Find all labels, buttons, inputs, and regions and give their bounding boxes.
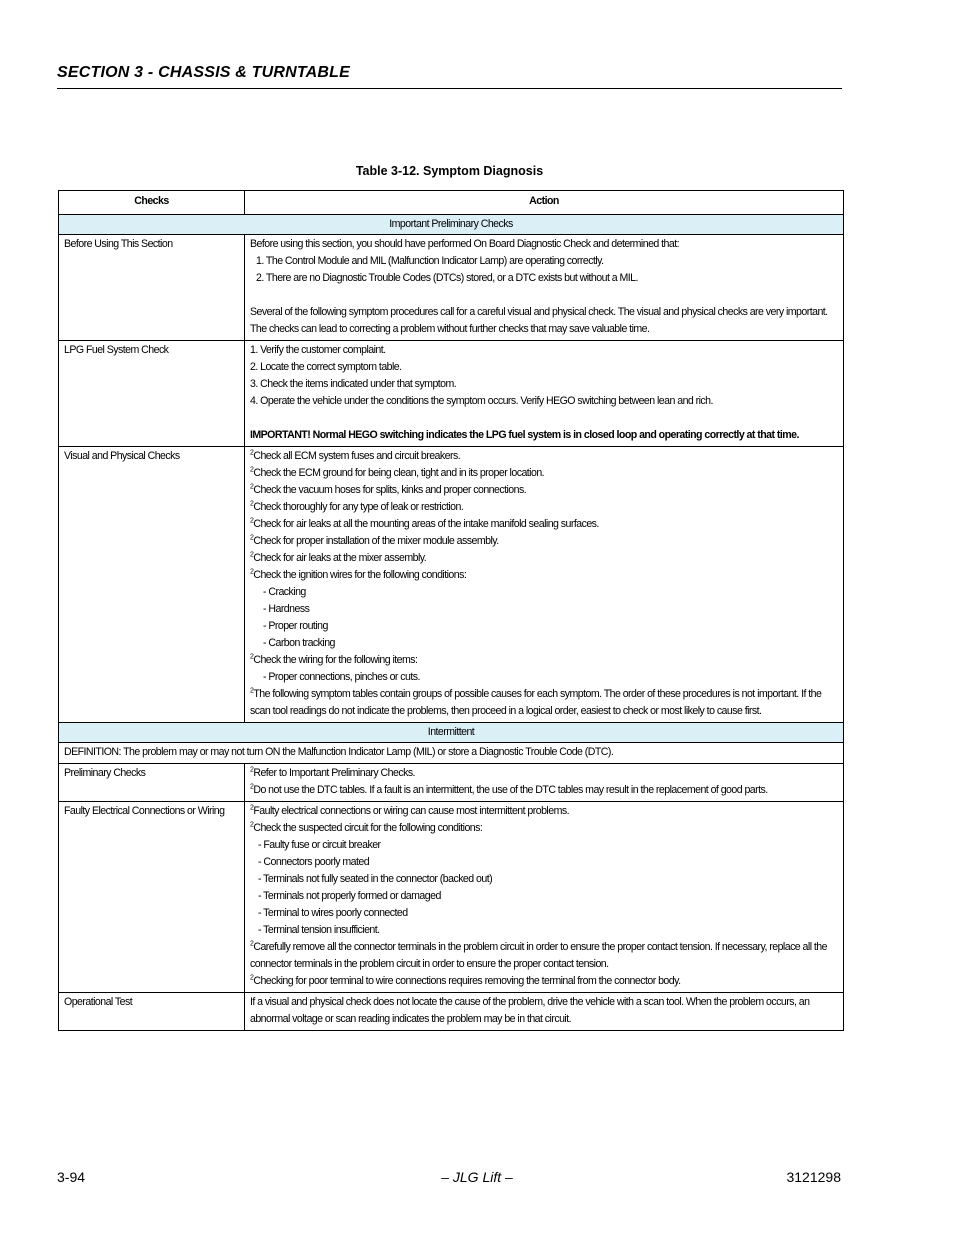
- definition-cell: DEFINITION: The problem may or may not turn ON the Malfunction Indicator Lamp (MIL) or store a Diagnostic Trouble Code (DTC).: [59, 743, 844, 764]
- action-cell: [245, 341, 844, 447]
- sub-item: - Proper routing: [263, 620, 328, 632]
- table-title: Table 3-12. Symptom Diagnosis: [355, 164, 544, 178]
- sub-item: - Faulty fuse or circuit breaker: [258, 839, 381, 851]
- check-cell: Preliminary Checks: [59, 764, 245, 802]
- list-item: $^2$Check thoroughly for any type of leak or restriction.: [250, 500, 464, 513]
- table-row-before-using: [59, 235, 844, 341]
- action-cell: [245, 802, 844, 993]
- list-item: $^2$Checking for poor terminal to wire connections requires removing the terminal from the connector body.: [250, 974, 681, 987]
- list-item: $^2$Check the vacuum hoses for splits, kinks and proper connections.: [250, 483, 527, 496]
- page-number: 3-94: [57, 1169, 86, 1185]
- table-row-lpg-fuel: [59, 341, 844, 447]
- list-item: $^2$Refer to Important Preliminary Checks.: [250, 766, 415, 779]
- check-cell: Faulty Electrical Connections or Wiring: [59, 802, 245, 993]
- sub-item: - Carbon tracking: [263, 637, 335, 649]
- list-item: $^2$Do not use the DTC tables. If a fault is an intermittent, the use of the DTC tables may result in the replacement of good parts.: [250, 783, 768, 796]
- check-cell: Operational Test: [59, 993, 245, 1031]
- sub-item: - Terminal tension insufficient.: [258, 924, 380, 936]
- sub-item: - Terminals not fully seated in the connector (backed out): [258, 873, 493, 885]
- section-title: SECTION 3 - CHASSIS & TURNTABLE: [57, 64, 351, 81]
- band-row-preliminary: [59, 215, 844, 235]
- sub-item: - Connectors poorly mated: [258, 856, 370, 868]
- list-item: $^2$Check for air leaks at the mixer assembly.: [250, 551, 427, 564]
- list-item: $^2$Check for proper installation of the mixer module assembly.: [250, 534, 499, 547]
- sub-item: - Hardness: [263, 603, 310, 615]
- action-line: 1. Verify the customer complaint.: [250, 344, 386, 356]
- spacer: [250, 287, 838, 304]
- action-paragraph: If a visual and physical check does not locate the cause of the problem, drive the vehicle with a scan tool. When the problem occurs, an abnormal voltage or scan reading indicates the problem may be in that circuit.: [250, 996, 810, 1025]
- band-preliminary: Important Preliminary Checks: [59, 215, 844, 235]
- list-item: $^2$Check the suspected circuit for the following conditions:: [250, 821, 483, 834]
- list-item: $^2$Check the ECM ground for being clean, tight and in its proper location.: [250, 466, 545, 479]
- band-row-intermittent: [59, 723, 844, 743]
- action-cell: [245, 764, 844, 802]
- list-item: $^2$Check the ignition wires for the following conditions:: [250, 568, 467, 581]
- action-line: 1. The Control Module and MIL (Malfunction Indicator Lamp) are operating correctly.: [256, 255, 604, 267]
- list-item: $^2$Check all ECM system fuses and circuit breakers.: [250, 449, 461, 462]
- important-note: IMPORTANT! Normal HEGO switching indicates the LPG fuel system is in closed loop and operating correctly at that time.: [250, 429, 799, 441]
- sub-item: - Cracking: [263, 586, 306, 598]
- table-row-definition: [59, 743, 844, 764]
- sub-item: - Terminals not properly formed or damaged: [258, 890, 441, 902]
- list-item: $^2$Check for air leaks at all the mounting areas of the intake manifold sealing surfaces.: [250, 517, 599, 530]
- table-header-row: [59, 191, 844, 215]
- list-item: $^2$Carefully remove all the connector terminals in the problem circuit in order to ensure the proper contact tension. If necessary, replace all the connector terminals in the problem circuit in order to ensure the proper contact tension.: [250, 940, 827, 970]
- action-line: 2. There are no Diagnostic Trouble Codes (DTCs) stored, or a DTC exists but without a MIL.: [256, 272, 638, 284]
- document-number: 3121298: [786, 1169, 841, 1185]
- check-cell: Before Using This Section: [59, 235, 245, 341]
- header-rule: [57, 88, 842, 89]
- spacer: [250, 410, 838, 427]
- sub-item: - Proper connections, pinches or cuts.: [263, 671, 420, 683]
- action-line: 2. Locate the correct symptom table.: [250, 361, 402, 373]
- table-row-visual-physical: [59, 447, 844, 723]
- action-line: 3. Check the items indicated under that symptom.: [250, 378, 457, 390]
- band-intermittent: Intermittent: [59, 723, 844, 743]
- check-cell: LPG Fuel System Check: [59, 341, 245, 447]
- table-row-preliminary-checks: [59, 764, 844, 802]
- footer-brand: – JLG Lift –: [441, 1169, 513, 1185]
- sub-item: - Terminal to wires poorly connected: [258, 907, 408, 919]
- table-row-operational-test: [59, 993, 844, 1031]
- table-row-faulty-electrical: [59, 802, 844, 993]
- list-item: $^2$The following symptom tables contain groups of possible causes for each symptom. The order of these procedures is not important. If the scan tool readings do not indicate the problems, then proceed in a logical order, easiest to check or most likely to cause first.: [250, 687, 822, 717]
- symptom-diagnosis-table: [58, 190, 844, 1031]
- check-cell: Visual and Physical Checks: [59, 447, 245, 723]
- action-line: Before using this section, you should have performed On Board Diagnostic Check and determined that:: [250, 238, 680, 250]
- list-item: $^2$Faulty electrical connections or wiring can cause most intermittent problems.: [250, 804, 569, 817]
- action-paragraph: Several of the following symptom procedures call for a careful visual and physical check. The visual and physical checks are very important. The checks can lead to correcting a problem without further checks that may save valuable time.: [250, 306, 828, 335]
- column-header-checks: Checks: [59, 191, 245, 215]
- action-cell: [245, 447, 844, 723]
- action-cell: [245, 235, 844, 341]
- list-item: $^2$Check the wiring for the following items:: [250, 653, 418, 666]
- action-cell: [245, 993, 844, 1031]
- action-line: 4. Operate the vehicle under the conditions the symptom occurs. Verify HEGO switching between lean and rich.: [250, 395, 713, 407]
- column-header-action: Action: [245, 191, 844, 215]
